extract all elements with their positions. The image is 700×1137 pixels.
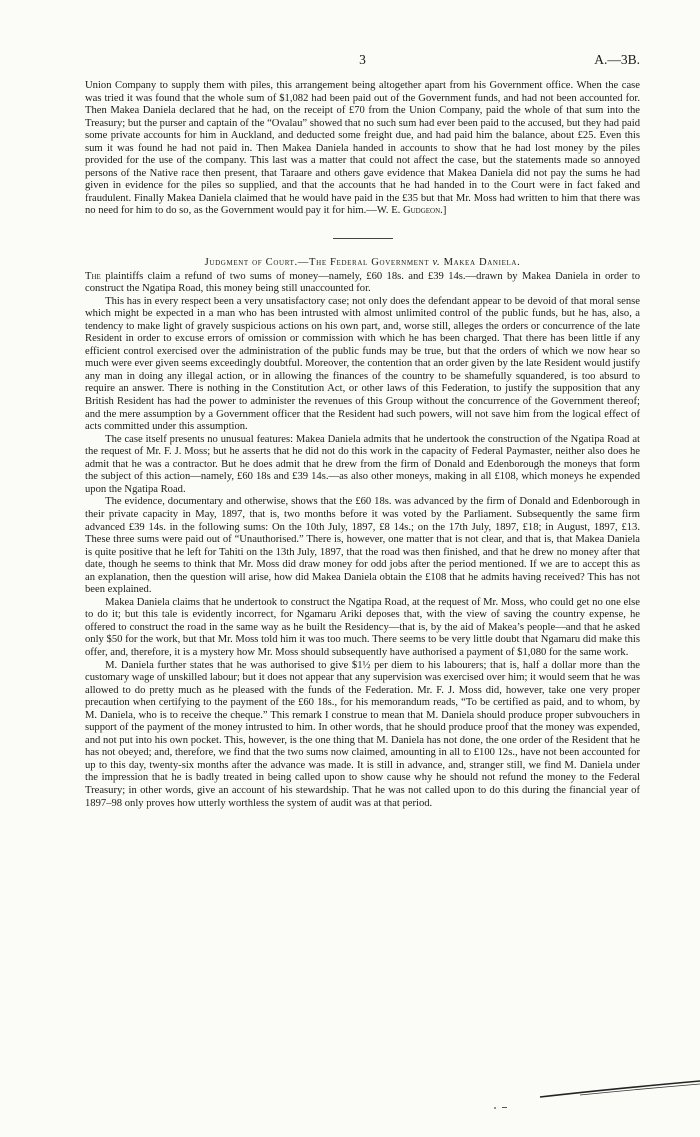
body-text [85, 80, 640, 810]
judgment-heading-prefix: Judgment of Court.—The Federal Government [204, 257, 433, 269]
document-page [85, 52, 640, 810]
judgment-paragraph-1-text: plaintiffs claim a refund of two sums of money—namely, £60 18s. and £39 14s.—drawn by Makea Daniela in order to construct the Ngatipa Road, this money being still unaccounted for. [85, 270, 640, 295]
intro-text: Union Company to supply them with piles, this arrangement being altogether apart from his Government office. When the case was tried it was found that the whole sum of $1,082 had been paid out of the Government funds, and had not been accounted for. Then Makea Daniela declared that he had, on the receipt of £70 from the Union Company, paid the whole of that sum into the Treasury; but the purser and captain of the “Ovalau” showed that no such sum had ever been paid to the accused, but they had paid some private accounts for him in Auckland, and deducted some freight due, and had paid him the balance, about £25. Even this sum it was found he had not paid in. Then Makea Daniela handed in accounts to show that he had lost money by the piles provided for the use of the company. This last was a matter that could not affect the case, but the statements made so annoyed persons of the Native race then present, that Taraare and others gave evidence that Makea Daniela did not pay the sums he had given in evidence for the piles so supplied, and that the accounts that he had handed in to the Court were in fact faked and fraudulent. Finally Makea Daniela claimed that he would have paid in the £35 but that Mr. Moss had written to him that there was no need for him to do so, as the Government would pay it for him.— [85, 80, 640, 217]
judgment-paragraph-2: This has in every respect been a very unsatisfactory case; not only does the defendant appear to be devoid of that moral sense which might be expected in a man who has been intrusted with almost unlimited control of the public funds, but he has, also, a tendency to make light of gravely suspicious actions on his own part, and, worse still, alleges the orders or concurrence of the late Resident in order to excuse errors of omission or commission with which he has been charged. That there has been little if any efficient control exercised over the administration of the public funds may be true, but that the orders of which we now hear so much were ever given seems exceedingly doubtful. Moreover, the contention that an order given by the late Resident would justify any man in doing any illegal action, or in allowing the finances of the country to be shamefully squandered, is too absurd to require an answer. There is nothing in the Constitution Act, or other laws of this Federation, to justify the supposition that any British Resident has had the power to administer the revenues of this Group without the concurrence of the Government thereof; and the mere assumption by a Government officer that the Resident had such powers, will not save him from the logical effect of acts committed under this assumption. [85, 295, 640, 433]
page-number: 3 [359, 52, 366, 67]
judgment-paragraph-5: Makea Daniela claims that he undertook to construct the Ngatipa Road, at the request of Mr. Moss, who could get no one else to do it; but this tale is evidently incorrect, for Ngamaru Ariki deposes that, with the view of saving the country expense, he offered to construct the road in the same way as he built the Residency—that is, by the aid of Makea’s people—and that he asked only $50 for the work, but that Mr. Moss told him it was too much. There seems to be very little doubt that Ngamaru did make this offer, and, therefore, it is a mystery how Mr. Moss should subsequently have authorised a payment of $1,080 for the same work. [85, 596, 640, 658]
judgment-paragraph-6: M. Daniela further states that he was authorised to give $1½ per diem to his labourers; that is, half a dollar more than the customary wage of unskilled labour; but it does not appear that any supervision was exercised over him; it would seem that he was allowed to do pretty much as he pleased with the funds of the Federation. Mr. F. J. Moss did, however, take one very proper precaution when certifying to the payment of the £60 18s., for his memorandum reads, “To be certified as paid, and to whom, by M. Daniela, who is to receive the cheque.” This remark I construe to mean that M. Daniela should produce proper subvouchers in support of the payment of the money intrusted to him. In other words, that he should produce proof that the money was expended, and not put into his own pocket. This, however, is the one thing that M. Daniela has not done, the one order of the Resident that he has not obeyed; and, therefore, we find that the two sums now claimed, amounting in all to £100 12s., have not been accounted for up to this day, twenty-six months after the advance was made. It is still in advance, and, stranger still, we find M. Daniela under the impression that he is badly treated in being called upon to show cause why he should not refund the money to the Federal Treasury; in other words, give an account of his stewardship. That he was not called upon to do this during the financial year of 1897–98 only proves how utterly worthless the system of audit was at that period. [85, 659, 640, 809]
judgment-heading-versus: v. [432, 257, 441, 269]
judgment-heading-suffix: Makea Daniela. [440, 257, 521, 269]
judgment-paragraph-4: The evidence, documentary and otherwise, shows that the £60 18s. was advanced by the firm of Donald and Edenborough in their private capacity in May, 1897, that is, two months before it was voted by the Parliament. Subsequently the same firm advanced £39 14s. in the following sums: On the 10th July, 1897, £8 14s.; on the 17th July, 1897, £18; in August, 1897, £13. These three sums were paid out of “Unauthorised.” There is, however, one matter that is not clear, and that is, that Makea Daniela is quite positive that he left for Tahiti on the 13th July, 1897, that the road was then finished, and that he drew no money after that date, though he seems to think that Mr. Moss did draw money for odd jobs after the period mentioned. If we are to accept this as an explanation, then the question will arise, how did Makea Daniela obtain the £108 that he admits having received? This has not been explained. [85, 496, 640, 596]
signature: W. E. Gudgeon.] [376, 205, 447, 217]
judgment-heading [85, 257, 640, 270]
scan-edge-line [540, 1081, 700, 1097]
page-header [85, 52, 640, 74]
judgment-paragraph-3: The case itself presents no unusual features: Makea Daniela admits that he undertook the construction of the Ngatipa Road at the request of Mr. F. J. Moss; but he asserts that he did not do this work in the capacity of Federal Paymaster, neither also does he admit that he was a contractor. But he does admit that he drew from the firm of Donald and Edenborough the moneys that form the subject of this action—namely, £60 18s and £39 14s.—as also other moneys, making in all £108, which moneys he expended upon the Ngatipa Road. [85, 433, 640, 495]
document-code: A.—3B. [594, 52, 640, 67]
scan-edge-line-thin [580, 1084, 700, 1095]
scan-edge-marks [490, 1075, 700, 1115]
judgment-paragraph-1 [85, 271, 640, 296]
scan-speck [494, 1107, 496, 1109]
lead-word: The [85, 270, 101, 282]
intro-paragraph [85, 80, 640, 218]
section-divider [333, 238, 393, 239]
scan-dash [502, 1107, 507, 1108]
